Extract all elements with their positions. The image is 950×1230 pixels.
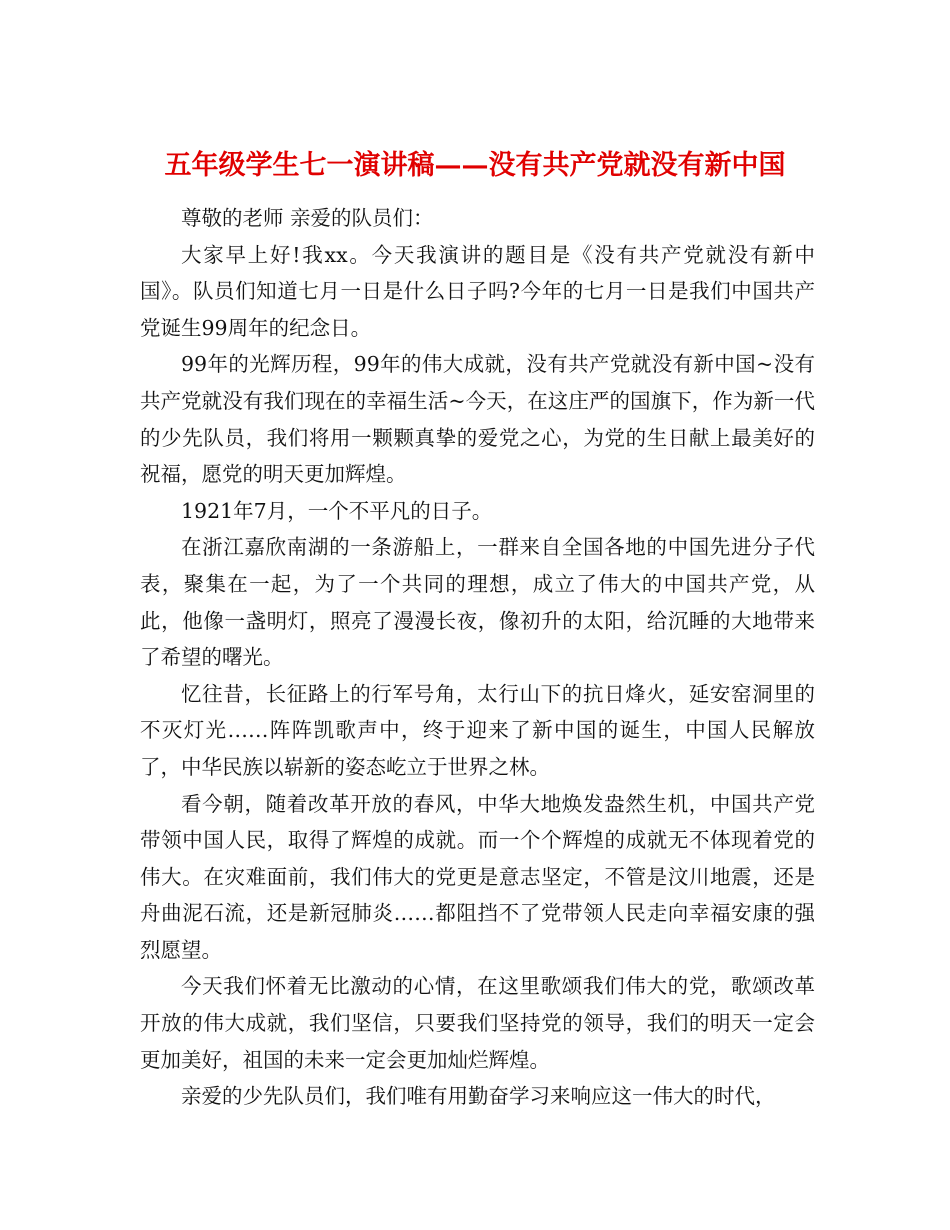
paragraph-call: 亲爱的少先队员们，我们唯有用勤奋学习来响应这一伟大的时代， [181,1084,776,1109]
paragraph-intro: 大家早上好!我xx。今天我演讲的题目是《没有共产党就没有新中国》。队员们知道七月一日是什么日子吗?今年的七月一日是我们中国共产党诞生99周年的纪念日。 [140,242,815,340]
paragraph-greeting: 尊敬的老师 亲爱的队员们： [181,206,434,230]
paragraph-achievements: 99年的光辉历程，99年的伟大成就，没有共产党就没有新中国~没有共产党就没有我们现在的幸福生活~今天，在这庄严的国旗下，作为新一代的少先队员，我们将用一颗颗真挚的爱党之心，为党的生日献上最美好的祝福，愿党的明天更加辉煌。 [140,352,815,487]
document-body [140,200,815,1115]
paragraph-present: 看今朝，随着改革开放的春风，中华大地焕发盎然生机，中国共产党带领中国人民，取得了辉煌的成就。而一个个辉煌的成就无不体现着党的伟大。在灾难面前，我们伟大的党更是意志坚定，不管是汶川地震，还是舟曲泥石流，还是新冠肺炎……都阻挡不了党带领人民走向幸福安康的强烈愿望。 [140,791,815,962]
paragraph-date: 1921年7月，一个不平凡的日子。 [181,498,493,523]
paragraph-history: 忆往昔，长征路上的行军号角，太行山下的抗日烽火，延安窑洞里的不灭灯光……阵阵凯歌声中，终于迎来了新中国的诞生，中国人民解放了，中华民族以崭新的姿态屹立于世界之林。 [140,681,815,779]
paragraph-praise: 今天我们怀着无比激动的心情，在这里歌颂我们伟大的党，歌颂改革开放的伟大成就，我们坚信，只要我们坚持党的领导，我们的明天一定会更加美好，祖国的未来一定会更加灿烂辉煌。 [140,974,815,1072]
document-title: 五年级学生七一演讲稿——没有共产党就没有新中国 [164,150,786,182]
paragraph-founding: 在浙江嘉欣南湖的一条游船上，一群来自全国各地的中国先进分子代表，聚集在一起，为了一个共同的理想，成立了伟大的中国共产党，从此，他像一盏明灯，照亮了漫漫长夜，像初升的太阳，给沉睡的大地带来了希望的曙光。 [140,535,815,670]
